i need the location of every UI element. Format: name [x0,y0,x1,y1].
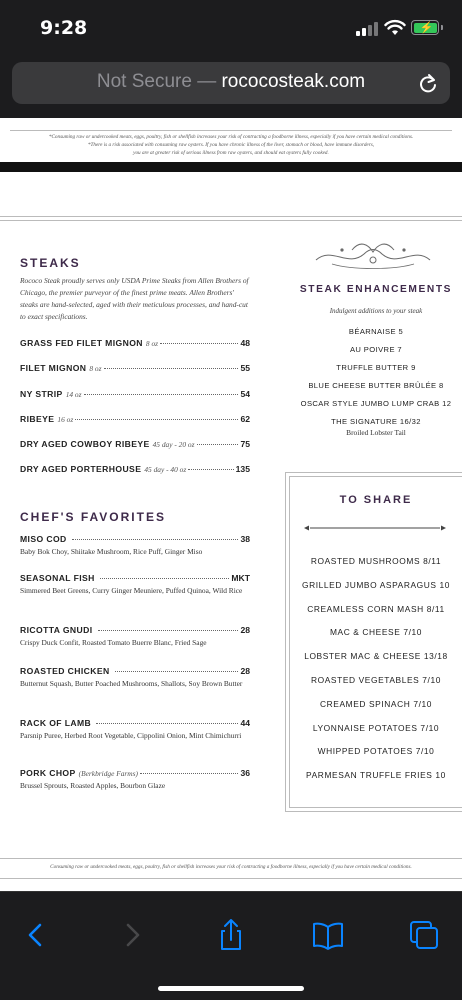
list-item: ROASTED VEGETABLES 7/10 [310,674,441,685]
menu-item-name: MISO COD [20,534,67,544]
chefs-favorites-title: CHEF'S FAVORITES [20,510,166,524]
dot-leader [75,419,238,420]
security-label: Not Secure — [96,71,222,92]
menu-item-price: 36 [240,768,250,778]
top-disclaimer: *Consuming raw or undercooked meats, eggs, poultry, fish or shellfish increases your risk of contracting a foodborne illness, especially if you have certain medical conditions. *There is a risk associated with consuming raw oysters. If you have chronic illness of the liver, stomach or blood, have immune disorders, you are at greater risk of serious illness from raw oysters, and should eat oysters fully cooked. [10,130,452,157]
menu-item-price: 38 [240,534,250,544]
home-indicator [158,986,304,991]
footer-rule [0,878,462,879]
list-item: OSCAR STYLE JUMBO LUMP CRAB 12 [300,399,452,408]
dot-leader [84,394,239,395]
menu-item-name: PORK CHOP [20,768,76,778]
dot-leader [140,773,238,774]
menu-item-name: SEASONAL FISH [20,573,95,583]
address-bar[interactable] [12,62,450,104]
list-item: WHIPPED POTATOES 7/10 [317,746,435,757]
list-item: TRUFFLE BUTTER 9 [336,363,416,372]
menu-item [20,625,250,648]
menu-item-price: 28 [240,666,250,676]
to-share-box [285,472,462,812]
browser-address-area [0,56,462,118]
menu-item-name: ROASTED CHICKEN [20,666,110,676]
bottom-disclaimer: Consuming raw or undercooked meats, eggs, poultry, fish or shellfish increases your risk of contracting a foodborne illness, especially if you have certain medical conditions. [50,864,412,870]
dot-leader [72,539,239,540]
menu-item [20,439,250,449]
dot-leader [104,368,239,369]
menu-item [20,768,250,791]
menu-item-name: GRASS FED FILET MIGNON [20,338,143,348]
url-domain: rococosteak.com [221,71,366,92]
list-item: LYONNAISE POTATOES 7/10 [312,722,440,733]
dot-leader [96,723,238,724]
dot-leader [160,343,238,344]
share-icon[interactable] [211,918,251,952]
menu-item-name: RACK OF LAMB [20,718,92,728]
list-item: BÉARNAISE 5 [348,327,404,336]
dot-leader [197,444,239,445]
menu-item [20,718,250,741]
menu-item-name: DRY AGED COWBOY RIBEYE [20,439,150,449]
list-item: MAC & CHEESE 7/10 [329,627,423,638]
page-divider-band [0,162,462,172]
menu-item [20,534,250,557]
cellular-signal-icon [356,22,378,36]
menu-item-name: DRY AGED PORTERHOUSE [20,464,142,474]
menu-item-description: Parsnip Puree, Herbed Root Vegetable, Cippolini Onion, Mint Chimichurri [20,731,242,740]
signature-desc: Broiled Lobster Tail [346,428,406,437]
list-item: PARMESAN TRUFFLE FRIES 10 [306,770,446,781]
steaks-intro: Rococo Steak proudly serves only USDA Prime Steaks from Allen Brothers of Chicago, the premier purveyor of the finest prime meats. Allen Brothers' steaks are hand-selected, aged with their meticulous processes, and hand-cut to exact specifications. [20,276,249,321]
menu-item-price: 55 [240,363,250,373]
menu-item [20,389,250,399]
dot-leader [188,469,233,470]
menu-item-name: RICOTTA GNUDI [20,625,93,635]
menu-item-price: 48 [240,338,250,348]
menu-item-description: Baby Bok Choy, Shiitake Mushroom, Rice Puff, Ginger Miso [20,547,203,556]
to-share-list [290,549,462,787]
menu-item-description: Butternut Squash, Butter Poached Mushrooms, Shallots, Soy Brown Butter [20,679,243,688]
menu-page[interactable] [0,118,462,891]
divider-ornament-icon [304,525,446,531]
menu-item [20,414,250,424]
menu-item-note: 45 day - 20 oz [152,440,195,449]
to-share-title: TO SHARE [339,494,413,506]
list-item: BLUE CHEESE BUTTER BRÛLÉE 8 [308,381,444,390]
menu-item-note: 45 day - 40 oz [144,465,187,474]
menu-item-description: Simmered Beet Greens, Curry Ginger Meuniere, Puffed Quinoa, Wild Rice [20,586,243,595]
back-icon[interactable] [16,918,56,952]
list-item: ROASTED MUSHROOMS 8/11 [310,556,442,566]
section-rule [0,216,462,221]
menu-item [20,573,250,596]
steak-enhancements-subtitle: Indulgent additions to your steak [329,307,423,315]
menu-item-name: FILET MIGNON [20,363,87,373]
menu-item [20,338,250,348]
menu-item-price: 54 [240,389,250,399]
menu-item-note: 8 oz [145,339,159,348]
menu-item-note: 14 oz [65,390,82,399]
signature-item: THE SIGNATURE 16/32 [331,417,421,426]
url-text[interactable] [12,71,450,93]
menu-item-price: MKT [231,573,250,583]
dot-leader [100,578,230,579]
menu-item-price: 135 [235,464,250,474]
list-item: CREAMED SPINACH 7/10 [319,698,433,709]
footer-rule [0,858,462,859]
menu-item-note: 16 oz [57,415,74,424]
menu-item-note: (Berkbridge Farms) [78,769,138,778]
tabs-icon[interactable] [405,918,445,952]
dot-leader [98,630,239,631]
reload-icon[interactable] [418,72,438,94]
ornament-icon [312,238,434,272]
menu-item-name: RIBEYE [20,414,55,424]
steak-enhancements-title: STEAK ENHANCEMENTS [299,284,453,295]
status-bar [0,0,462,56]
menu-item-description: Crispy Duck Confit, Roasted Tomato Buerre Blanc, Fried Sage [20,638,207,647]
menu-item-name: NY STRIP [20,389,63,399]
list-item: LOBSTER MAC & CHEESE 13/18 [304,651,448,662]
wifi-icon [384,19,406,37]
steaks-title: STEAKS [20,256,81,270]
steak-enhancements-list [290,324,462,438]
menu-item-description: Brussel Sprouts, Roasted Apples, Bourbon Glaze [20,781,166,790]
menu-item-price: 75 [240,439,250,449]
bookmarks-icon[interactable] [308,918,348,952]
list-item: GRILLED JUMBO ASPARAGUS 10 [301,579,451,590]
menu-item [20,363,250,373]
menu-item [20,464,250,474]
forward-icon[interactable] [112,918,152,952]
menu-item-price: 28 [240,625,250,635]
list-item: AU POIVRE 7 [349,345,403,354]
menu-item-price: 62 [240,414,250,424]
battery-icon: ⚡ [411,20,439,35]
menu-item-price: 44 [240,718,250,728]
menu-item-note: 8 oz [89,364,102,373]
menu-item [20,666,250,689]
browser-toolbar [0,891,462,1000]
list-item: CREAMLESS CORN MASH 8/11 [307,603,445,614]
status-time: 9:28 [40,17,88,39]
dot-leader [115,671,239,672]
